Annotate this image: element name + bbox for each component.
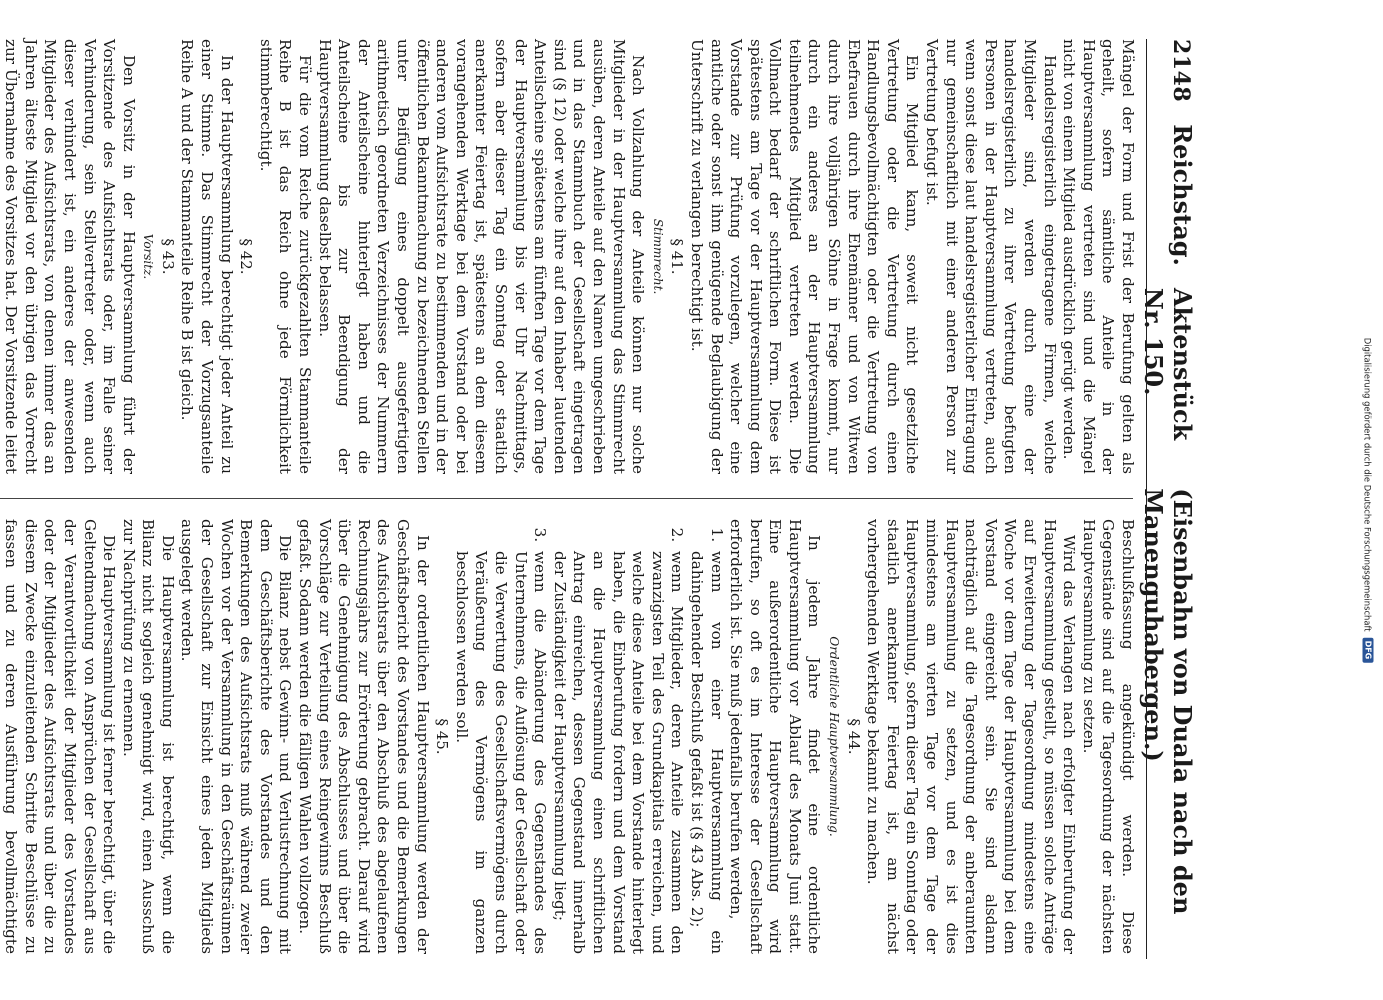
section-heading: § 45. xyxy=(433,718,452,755)
digitization-note xyxy=(1355,6,1381,994)
paragraph: Beschlußfassung angekündigt werden. Diese Gegenstände sind auf die Tagesordnung der nächsten Hauptversammlung zu setzen. xyxy=(1079,519,1137,954)
section-subheading: Ordentliche Hauptversammlung. xyxy=(827,636,842,837)
list-item: 3. wenn die Abänderung des Gegenstandes des Unternehmens, die Auflösung der Gesellschaft oder die Verwertung des Gesellschaftsvermögens durch Veräußerung des Vermögens im ganzen beschlossen werden soll. xyxy=(451,547,549,954)
paragraph: Die Bilanz nebst Gewinn- und Verlustrechnung mit dem Geschäftsberichte des Vorstandes und den Bemerkungen des Aufsichtsrats muß während zweier Wochen vor der Versammlung in den Geschäftsräumen der Gesellschaft zur Einsicht eines jeden Mitglieds ausgelegt werden. xyxy=(178,519,295,954)
page-number: 2148 xyxy=(1168,39,1194,103)
list-item: 2. wenn Mitglieder, deren Anteile zusammen den zwanzigsten Teil des Grundkapitals erreichen, und welche diese Anteile bei dem Vorstande hinterlegt haben, die Einberufung fordern und dem Vorstand an die Hauptversammlung einen schriftlichen Antrag einreichen, dessen Gegenstand innerhalb der Zuständigkeit der Hauptversammlung liegt; xyxy=(549,547,686,954)
header-right: (Eisenbahn von Duala nach den Manenguhabergen.) xyxy=(1139,488,1197,915)
column-divider xyxy=(0,498,1133,499)
right-column xyxy=(0,519,1137,954)
paragraph: Handelsregisterlich eingetragene Firmen, welche Mitglieder sind, werden durch eine der handelsregisterlich zu ihrer Vertretung befugten Personen in der Hauptversammlung vertreten, auch wenn sonst diese laut handelsregisterlicher Eintragung nur gemeinschaftlich mit einer anderen Person zur Vertretung befugt ist. xyxy=(923,39,1059,474)
header-left: Reichstag. xyxy=(1168,124,1197,266)
paragraph: In jedem Jahre findet eine ordentliche Hauptversammlung vor Ablauf des Monats Juni statt. Eine außerordentliche Hauptversammlung wird berufen, so oft es im Interesse der Gesellschaft erforderlich ist. Sie muß jedenfalls berufen werden, xyxy=(727,519,824,954)
list-item: 1. wenn von einer Hauptversammlung ein dahingehender Beschluß gefaßt ist (§ 43 Abs. 2); xyxy=(686,547,725,954)
dfg-logo: DFG xyxy=(1363,638,1374,663)
running-header xyxy=(1139,39,1197,959)
section-heading: § 44. xyxy=(844,718,863,755)
section-subheading: Vorsitz. xyxy=(141,233,156,280)
paragraph: In der ordentlichen Hauptversammlung werden der Geschäftsbericht des Vorstandes und die Bemerkungen des Aufsichtsrats über den Abschluß des abgelaufenen Rechnungsjahrs zur Erörterung gebracht. Darauf wird über die Genehmigung des Abschlusses und über die Vorschläge zur Verteilung eines Reingewinns Beschluß gefaßt. Sodann werden die fälligen Wahlen vollzogen. xyxy=(296,519,432,954)
section-heading: § 43. xyxy=(158,238,177,275)
section-heading: § 41. xyxy=(668,238,687,275)
paragraph: Die Hauptversammlung ist ferner berechtigt, über die Geltendmachung von Ansprüchen der Gesellschaft aus der Verantwortlichkeit der Mitglieder des Vorstandes oder der Mitglieder des Aufsichtsrats und über die zu diesem Zwecke einzuleitenden Schritte Beschlüsse zu fassen und zu deren Ausführung bevollmächtigte xyxy=(2,519,119,954)
paragraph: Nach Vollzahlung der Anteile können nur solche Mitglieder in der Hauptversammlung das Stimmrecht ausüben, deren Anteile auf den Namen umgeschrieben und in das Stammbuch der Gesellschaft eingetragen sind (§ 12) oder welche ihre auf den Inhaber lautenden Anteilscheine spätestens am fünften Tage vor dem Tage der Hauptversammlung bis vier Uhr Nachmittags, sofern aber dieser Tag ein Sonntag oder staatlich anerkannter Feiertag ist, spätestens an dem diesem vorangehenden Werktage bei dem Vorstand oder bei anderen vom Aufsichtsrate zu bestimmenden und in der öffentlichen Bekanntmachung zu bezeichnenden Stellen unter Beifügung eines doppelt ausgefertigten arithmetisch geordneten Verzeichnisses der Nummern der Anteilscheine hinterlegt haben und die Anteilscheine bis zur Beendigung der Hauptversammlung daselbst belassen. xyxy=(315,39,648,474)
document-page xyxy=(0,19,1211,979)
paragraph: Wird das Verlangen nach erfolgter Einberufung der Hauptversammlung gestellt, so müssen solche Anträge auf Erweiterung der Tagesordnung mindestens eine Woche vor dem Tage der Hauptversammlung bei dem Vorstand eingereicht sein. Sie sind alsdann nachträglich auf die Tagesordnung der anberaumten Hauptversammlung zu setzen, und es ist dies mindestens am vierten Tage vor dem Tage der Hauptversammlung, sofern dieser Tag ein Sonntag oder staatlich anerkannter Feiertag ist, am nächst vorhergehenden Werktage bekannt zu machen. xyxy=(864,519,1079,954)
header-rule xyxy=(1146,39,1147,959)
paragraph: Den Vorsitz in der Hauptversammlung führt der Vorsitzende des Aufsichtsrats oder, im Falle seiner Verhinderung, sein Stellvertreter oder, wenn auch dieser verhindert ist, ein anderes der anwesenden Mitglieder des Aufsichtsrats, von denen immer das an Jahren älteste Mitglied vor den übrigen das Vorrecht zur Übernahme des Vorsitzes hat. Der Vorsitzende leitet xyxy=(2,39,138,474)
paragraph: In der Hauptversammlung berechtigt jeder Anteil zu einer Stimme. Das Stimmrecht der Vorzugsanteile Reihe A und der Stammanteile Reihe B ist gleich. xyxy=(178,39,236,474)
left-column xyxy=(0,39,1137,474)
paragraph: Für die vom Reiche zurückgezahlten Stammanteile Reihe B ist das Reich ohne jede Förmlichkeit stimmberechtigt. xyxy=(256,39,315,474)
paragraph: Die Hauptversammlung ist berechtigt, wenn die Bilanz nicht sogleich genehmigt wird, einen Ausschuß zur Nachprüfung zu ernennen. xyxy=(119,519,177,954)
numbered-list xyxy=(451,519,725,954)
header-center: Aktenstück Nr. 150. xyxy=(1139,287,1197,441)
paragraph: Ein Mitglied kann, soweit nicht gesetzliche Vertretung oder die Vertretung durch einen Handlungsbevollmächtigten oder die Vertretung von Ehefrauen durch ihre Ehemänner und von Witwen durch ihre volljährigen Söhne in Frage kommt, nur durch ein anderes an der Hauptversammlung teilnehmendes Mitglied vertreten werden. Die Vollmacht bedarf der schriftlichen Form. Diese ist spätestens am Tage vor der Hauptversammlung dem Vorstande zur Prüfung vorzulegen, welcher eine amtliche oder sonst ihm genügende Beglaubigung der Unterschrift zu verlangen berechtigt ist. xyxy=(687,39,922,474)
section-heading: § 42. xyxy=(237,238,256,275)
digitization-text: Digitalisierung gefördert durch die Deutsche Forschungsgemeinschaft xyxy=(1363,337,1373,632)
paragraph: Mängel der Form und Frist der Berufung gelten als geheilt, sofern sämtliche Anteile in der Hauptversammlung vertreten sind und die Mängel nicht von einem Mitglied ausdrücklich gerügt werden. xyxy=(1060,39,1137,474)
section-subheading: Stimmrecht. xyxy=(650,218,665,295)
